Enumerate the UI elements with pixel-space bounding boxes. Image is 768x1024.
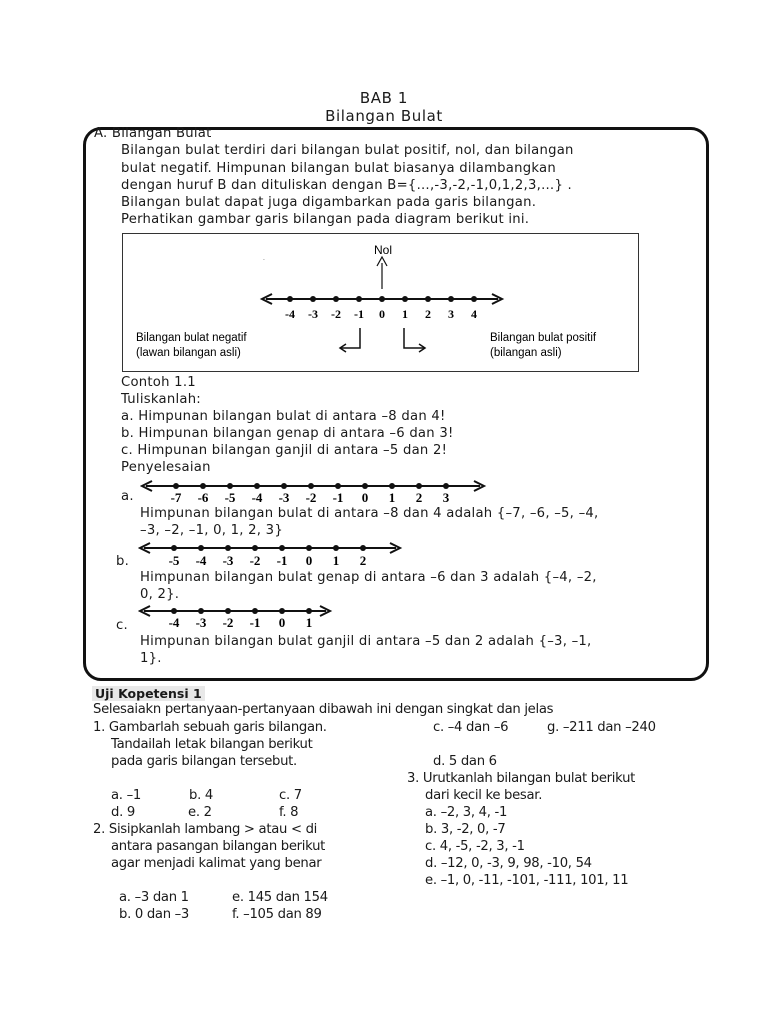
paragraph-line: Perhatikan gambar garis bilangan pada diagram berikut ini. <box>121 212 530 227</box>
tick-dot <box>306 545 312 551</box>
tick-label: -4 <box>251 490 263 505</box>
tick-label: 2 <box>415 490 423 505</box>
tick-label: -5 <box>168 553 180 568</box>
tick-dot <box>200 483 206 489</box>
tick-dot <box>443 483 449 489</box>
tick-label: -3 <box>308 307 318 321</box>
tick-dot <box>416 483 422 489</box>
example-question: b. Himpunan bilangan genap di antara –6 dan 3! <box>121 426 454 441</box>
tick-label: -1 <box>332 490 344 505</box>
negative-sublabel: (lawan bilangan asli) <box>136 347 241 359</box>
question-1-line: pada garis bilangan tersebut. <box>111 754 297 769</box>
tick-dot <box>379 296 385 302</box>
q3-option: b. 3, -2, 0, -7 <box>425 822 506 837</box>
tick-label: 1 <box>388 490 396 505</box>
tick-label: -1 <box>276 553 288 568</box>
paragraph-line: Bilangan bulat dapat juga digambarkan pada garis bilangan. <box>121 195 537 210</box>
tick-dot <box>333 545 339 551</box>
q2-option: f. –105 dan 89 <box>232 907 322 922</box>
tick-label: 3 <box>448 307 454 321</box>
tick-dot <box>252 608 258 614</box>
example-title: Contoh 1.1 <box>121 375 196 390</box>
tick-dot <box>171 545 177 551</box>
tick-dot <box>281 483 287 489</box>
tick-dot <box>171 608 177 614</box>
tick-label: -6 <box>197 490 209 505</box>
answer-line: Himpunan bilangan bulat ganjil di antara –5 dan 2 adalah {–3, –1, <box>140 634 592 649</box>
example-question: c. Himpunan bilangan ganjil di antara –5 dan 2! <box>121 443 448 458</box>
chapter-title: Bilangan Bulat <box>325 107 443 125</box>
q1-option: a. –1 <box>111 788 141 803</box>
tick-dot <box>333 296 339 302</box>
question-1-line: Tandailah letak bilangan berikut <box>111 737 313 752</box>
tick-dot <box>279 545 285 551</box>
tick-dot <box>356 296 362 302</box>
tick-dot <box>254 483 260 489</box>
tick-label: -4 <box>168 615 180 630</box>
tick-dot <box>362 483 368 489</box>
tick-dot <box>279 608 285 614</box>
tick-dot <box>448 296 454 302</box>
question-2-line: 2. Sisipkanlah lambang > atau < di <box>93 822 318 837</box>
tick-label: -2 <box>305 490 317 505</box>
q2-option: g. –211 dan –240 <box>547 720 656 735</box>
answer-line: Himpunan bilangan bulat genap di antara –6 dan 3 adalah {–4, –2, <box>140 570 597 585</box>
tick-label: 0 <box>305 553 313 568</box>
answer-line: 1}. <box>140 651 162 666</box>
section-heading: A. Bilangan Bulat <box>94 126 212 141</box>
answer-line: 0, 2}. <box>140 587 180 602</box>
tick-label: -1 <box>354 307 364 321</box>
tick-label: 1 <box>332 553 340 568</box>
q1-option: e. 2 <box>188 805 212 820</box>
q3-option: a. –2, 3, 4, -1 <box>425 805 508 820</box>
answer-line: Himpunan bilangan bulat di antara –8 dan 4 adalah {–7, –6, –5, –4, <box>140 506 599 521</box>
number-line-a <box>140 478 490 508</box>
tick-label: 0 <box>361 490 369 505</box>
tick-label: 0 <box>278 615 286 630</box>
exercise-title: Uji Kopetensi 1 <box>92 686 205 701</box>
number-line-b <box>138 539 408 569</box>
tick-dot <box>360 545 366 551</box>
tick-dot <box>425 296 431 302</box>
tick-label: -2 <box>331 307 341 321</box>
tick-dot <box>310 296 316 302</box>
tick-label: 0 <box>379 307 385 321</box>
tick-dot <box>402 296 408 302</box>
q3-option: e. –1, 0, -11, -101, -111, 101, 11 <box>425 873 629 888</box>
tick-dot <box>287 296 293 302</box>
tick-label: -3 <box>222 553 234 568</box>
tick-label: 1 <box>305 615 313 630</box>
tick-label: -5 <box>224 490 236 505</box>
tick-label: 2 <box>359 553 367 568</box>
tick-label: -7 <box>170 490 182 505</box>
part-letter: a. <box>121 489 134 504</box>
tick-dot <box>227 483 233 489</box>
tick-dot <box>173 483 179 489</box>
tick-label: -2 <box>249 553 261 568</box>
example-instruction: Tuliskanlah: <box>121 392 201 407</box>
positive-sublabel: (bilangan asli) <box>490 347 562 359</box>
negative-label: Bilangan bulat negatif <box>136 332 247 344</box>
tick-dot <box>389 483 395 489</box>
q3-option: d. –12, 0, -3, 9, 98, -10, 54 <box>425 856 592 871</box>
q3-option: c. 4, -5, -2, 3, -1 <box>425 839 525 854</box>
q2-option: b. 0 dan –3 <box>119 907 190 922</box>
paragraph-line: bulat negatif. Himpunan bilangan bulat biasanya dilambangkan <box>121 161 556 176</box>
part-letter: b. <box>116 554 130 569</box>
question-2-line: antara pasangan bilangan berikut <box>111 839 326 854</box>
nol-label: Nol <box>374 243 393 257</box>
chapter-number: BAB 1 <box>359 89 409 107</box>
tick-dot <box>225 608 231 614</box>
part-letter: c. <box>116 618 128 633</box>
number-line-c <box>138 601 338 633</box>
paragraph-line: dengan huruf B dan dituliskan dengan B={…,-3,-2,-1,0,1,2,3,…} . <box>121 178 572 193</box>
tick-label: -4 <box>195 553 207 568</box>
exercise-intro: Selesaiakn pertanyaan-pertanyaan dibawah ini dengan singkat dan jelas <box>93 702 554 717</box>
tick-label: 2 <box>425 307 431 321</box>
answer-line: –3, –2, –1, 0, 1, 2, 3} <box>140 523 283 538</box>
paragraph-line: Bilangan bulat terdiri dari bilangan bulat positif, nol, dan bilangan <box>121 143 574 158</box>
tick-label: 1 <box>402 307 408 321</box>
tick-dot <box>252 545 258 551</box>
example-question: a. Himpunan bilangan bulat di antara –8 dan 4! <box>121 409 446 424</box>
tick-dot <box>471 296 477 302</box>
tick-label: 3 <box>442 490 450 505</box>
question-3-line: 3. Urutkanlah bilangan bulat berikut <box>407 771 636 786</box>
tick-dot <box>306 608 312 614</box>
positive-label: Bilangan bulat positif <box>490 332 597 344</box>
q1-option: b. 4 <box>189 788 213 803</box>
question-1-line: 1. Gambarlah sebuah garis bilangan. <box>93 720 327 735</box>
q1-option: d. 9 <box>111 805 135 820</box>
tick-dot <box>335 483 341 489</box>
q2-option: d. 5 dan 6 <box>433 754 497 769</box>
tick-label: 4 <box>471 307 477 321</box>
tick-label: -1 <box>249 615 261 630</box>
tick-dot <box>225 545 231 551</box>
q2-option: a. –3 dan 1 <box>119 890 189 905</box>
tick-label: -4 <box>285 307 295 321</box>
tick-label: -2 <box>222 615 234 630</box>
solution-label: Penyelesaian <box>121 460 211 475</box>
tick-dot <box>198 545 204 551</box>
question-2-line: agar menjadi kalimat yang benar <box>111 856 322 871</box>
tick-dot <box>308 483 314 489</box>
question-3-line: dari kecil ke besar. <box>425 788 543 803</box>
svg-text:.: . <box>263 255 265 262</box>
q2-option: e. 145 dan 154 <box>232 890 328 905</box>
tick-dot <box>198 608 204 614</box>
tick-label: -3 <box>195 615 207 630</box>
q2-option: c. –4 dan –6 <box>433 720 509 735</box>
q1-option: f. 8 <box>279 805 299 820</box>
number-line-diagram <box>122 233 640 373</box>
q1-option: c. 7 <box>279 788 302 803</box>
tick-label: -3 <box>278 490 290 505</box>
